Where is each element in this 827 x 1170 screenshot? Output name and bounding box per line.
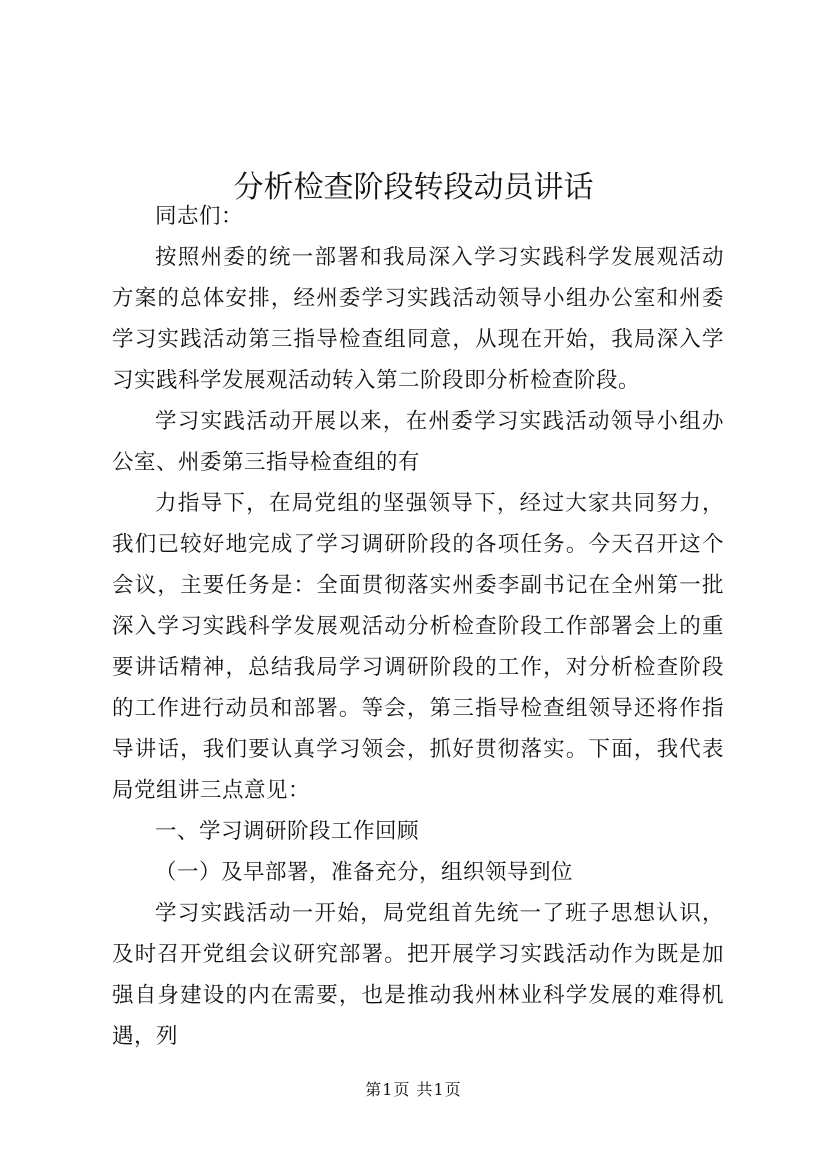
paragraph-deployment: 学习实践活动一开始，局党组首先统一了班子思想认识，及时召开党组会议研究部署。把开展学习实践活动作为既是加强自身建设的内在需要，也是推动我州林业科学发展的难得机遇，列 xyxy=(112,901,724,1049)
paragraph-tasks: 力指导下，在局党组的坚强领导下，经过大家共同努力，我们已较好地完成了学习调研阶段的各项任务。今天召开这个会议，主要任务是：全面贯彻落实州委李副书记在全州第一批深入学习实践科学发展观活动分析检查阶段工作部署会上的重要讲话精神，总结我局学习调研阶段的工作，对分析检查阶段的工作进行动员和部署。等会，第三指导检查组领导还将作指导讲话，我们要认真学习领会，抓好贯彻落实。下面，我代表局党组讲三点意见： xyxy=(112,491,724,803)
subsection-heading-deployment: （一）及早部署，准备充分，组织领导到位 xyxy=(155,860,574,885)
paragraph-background: 学习实践活动开展以来，在州委学习实践活动领导小组办公室、州委第三指导检查组的有 xyxy=(112,409,724,475)
document-title: 分析检查阶段转段动员讲话 xyxy=(233,170,594,206)
page-footer: 第1页 共1页 xyxy=(365,1080,462,1099)
paragraph-salutation: 同志们： xyxy=(155,204,244,229)
section-heading-review: 一、学习调研阶段工作回顾 xyxy=(155,819,420,844)
document-body xyxy=(112,196,724,1057)
paragraph-intro: 按照州委的统一部署和我局深入学习实践科学发展观活动方案的总体安排，经州委学习实践活动领导小组办公室和州委学习实践活动第三指导检查组同意，从现在开始，我局深入学习实践科学发展观活动转入第二阶段即分析检查阶段。 xyxy=(112,245,724,393)
